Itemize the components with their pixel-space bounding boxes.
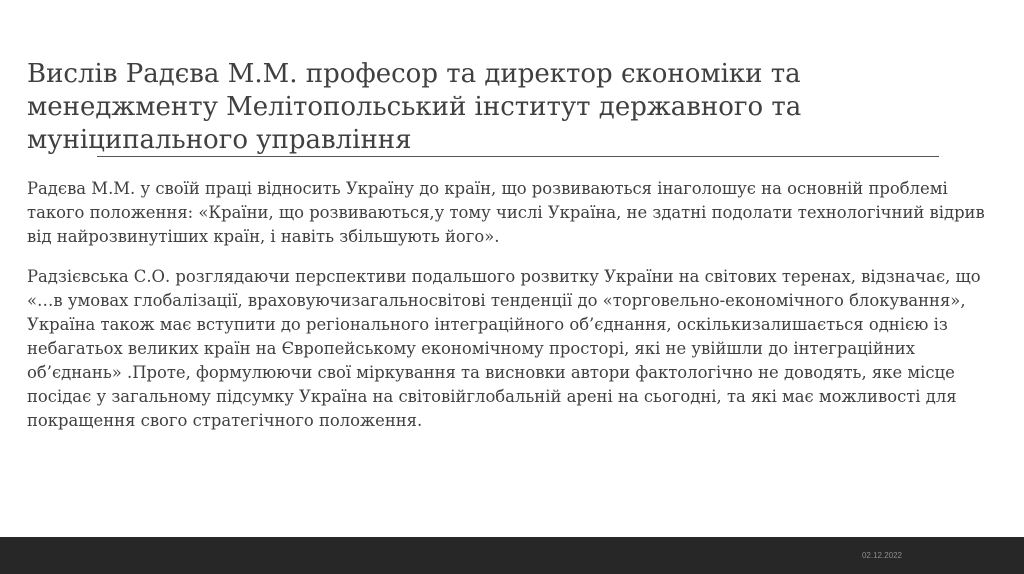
title-underline-divider — [97, 156, 939, 157]
body-paragraph-1: Радєва М.М. у своїй праці відносить Україну до країн, що розвиваються інаголошує на основній проблемі такого положення: «Країни, що розвиваються,у тому числі Україна, не здатні подолати технологічний відрив від найрозвинутіших країн, і навіть збільшують його». — [27, 179, 985, 246]
footer-date: 02.12.2022 — [861, 551, 902, 560]
footer-bar — [0, 537, 1024, 574]
slide-title: Вислів Радєва М.М. професор та директор єкономіки та менеджменту Мелітопольський інститут державного та муніципального управління — [27, 59, 802, 155]
slide-body — [27, 177, 1002, 449]
body-paragraph-2: Радзієвська С.О. розглядаючи перспективи подальшого розвитку України на світових теренах, відзначає, що «…в умовах глобалізації, враховуючизагальносвітові тенденції до «торговельно-економічного блокування», Україна також має вступити до регіонального інтеграційного об’єднання, оскількизалишається однією із небагатьох великих країн на Європейському економічному просторі, які не увійшли до інтеграційних об’єднань» .Проте, формулюючи свої міркування та висновки автори фактологічно не доводять, яке місце посідає у загальному підсумку Україна на світовійглобальній арені на сьогодні, та які має можливості для покращення свого стратегічного положення. — [27, 267, 981, 430]
